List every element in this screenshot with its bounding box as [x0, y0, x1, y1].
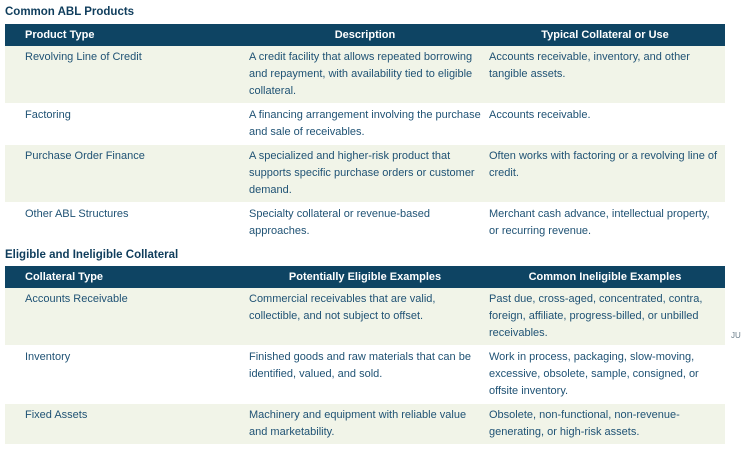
product-type-cell: Factoring: [5, 104, 245, 145]
product-type-cell: Revolving Line of Credit: [5, 46, 245, 104]
eligible-cell: Commercial receivables that are valid, collectible, and not subject to offset.: [245, 288, 485, 346]
table-row: [5, 346, 725, 404]
collateral-type-cell: Accounts Receivable: [5, 288, 245, 346]
ineligible-cell: Past due, cross-aged, concentrated, contra, foreign, affiliate, progress-billed, or unbilled receivables.: [485, 288, 725, 346]
header-ineligible-examples: Common Ineligible Examples: [485, 266, 725, 288]
header-description: Description: [245, 24, 485, 46]
section-title-abl-products: Common ABL Products: [5, 6, 135, 18]
collateral-use-cell: Merchant cash advance, intellectual property, or recurring revenue.: [485, 203, 725, 244]
table-row: [5, 288, 725, 346]
collateral-use-cell: Often works with factoring or a revolving line of credit.: [485, 145, 725, 203]
ineligible-cell: Obsolete, non-functional, non-revenue-generating, or high-risk assets.: [485, 404, 725, 445]
collateral-type-cell: Inventory: [5, 346, 245, 404]
table-row: [5, 404, 725, 445]
table-row: [5, 145, 725, 203]
table-row: [5, 46, 725, 104]
collateral-use-cell: Accounts receivable, inventory, and other tangible assets.: [485, 46, 725, 104]
collateral-use-cell: Accounts receivable.: [485, 104, 725, 145]
eligible-cell: Machinery and equipment with reliable value and marketability.: [245, 404, 485, 445]
header-product-type: Product Type: [5, 24, 245, 46]
product-type-cell: Other ABL Structures: [5, 203, 245, 244]
table-header-row: [5, 24, 725, 46]
abl-products-table: [5, 24, 725, 244]
description-cell: A specialized and higher-risk product that supports specific purchase orders or customer demand.: [245, 145, 485, 203]
header-typical-collateral: Typical Collateral or Use: [485, 24, 725, 46]
description-cell: A credit facility that allows repeated borrowing and repayment, with availability tied to eligible collateral.: [245, 46, 485, 104]
header-eligible-examples: Potentially Eligible Examples: [245, 266, 485, 288]
table-header-row: [5, 266, 725, 288]
table-row: [5, 203, 725, 244]
ineligible-cell: Work in process, packaging, slow-moving, excessive, obsolete, sample, consigned, or offsite inventory.: [485, 346, 725, 404]
section-title-collateral: Eligible and Ineligible Collateral: [5, 249, 179, 261]
table-row: [5, 104, 725, 145]
cropped-edge-text: JU: [731, 331, 741, 340]
eligible-cell: Finished goods and raw materials that can be identified, valued, and sold.: [245, 346, 485, 404]
description-cell: Specialty collateral or revenue-based approaches.: [245, 203, 485, 244]
description-cell: A financing arrangement involving the purchase and sale of receivables.: [245, 104, 485, 145]
header-collateral-type: Collateral Type: [5, 266, 245, 288]
collateral-table: [5, 266, 725, 445]
collateral-type-cell: Fixed Assets: [5, 404, 245, 445]
product-type-cell: Purchase Order Finance: [5, 145, 245, 203]
